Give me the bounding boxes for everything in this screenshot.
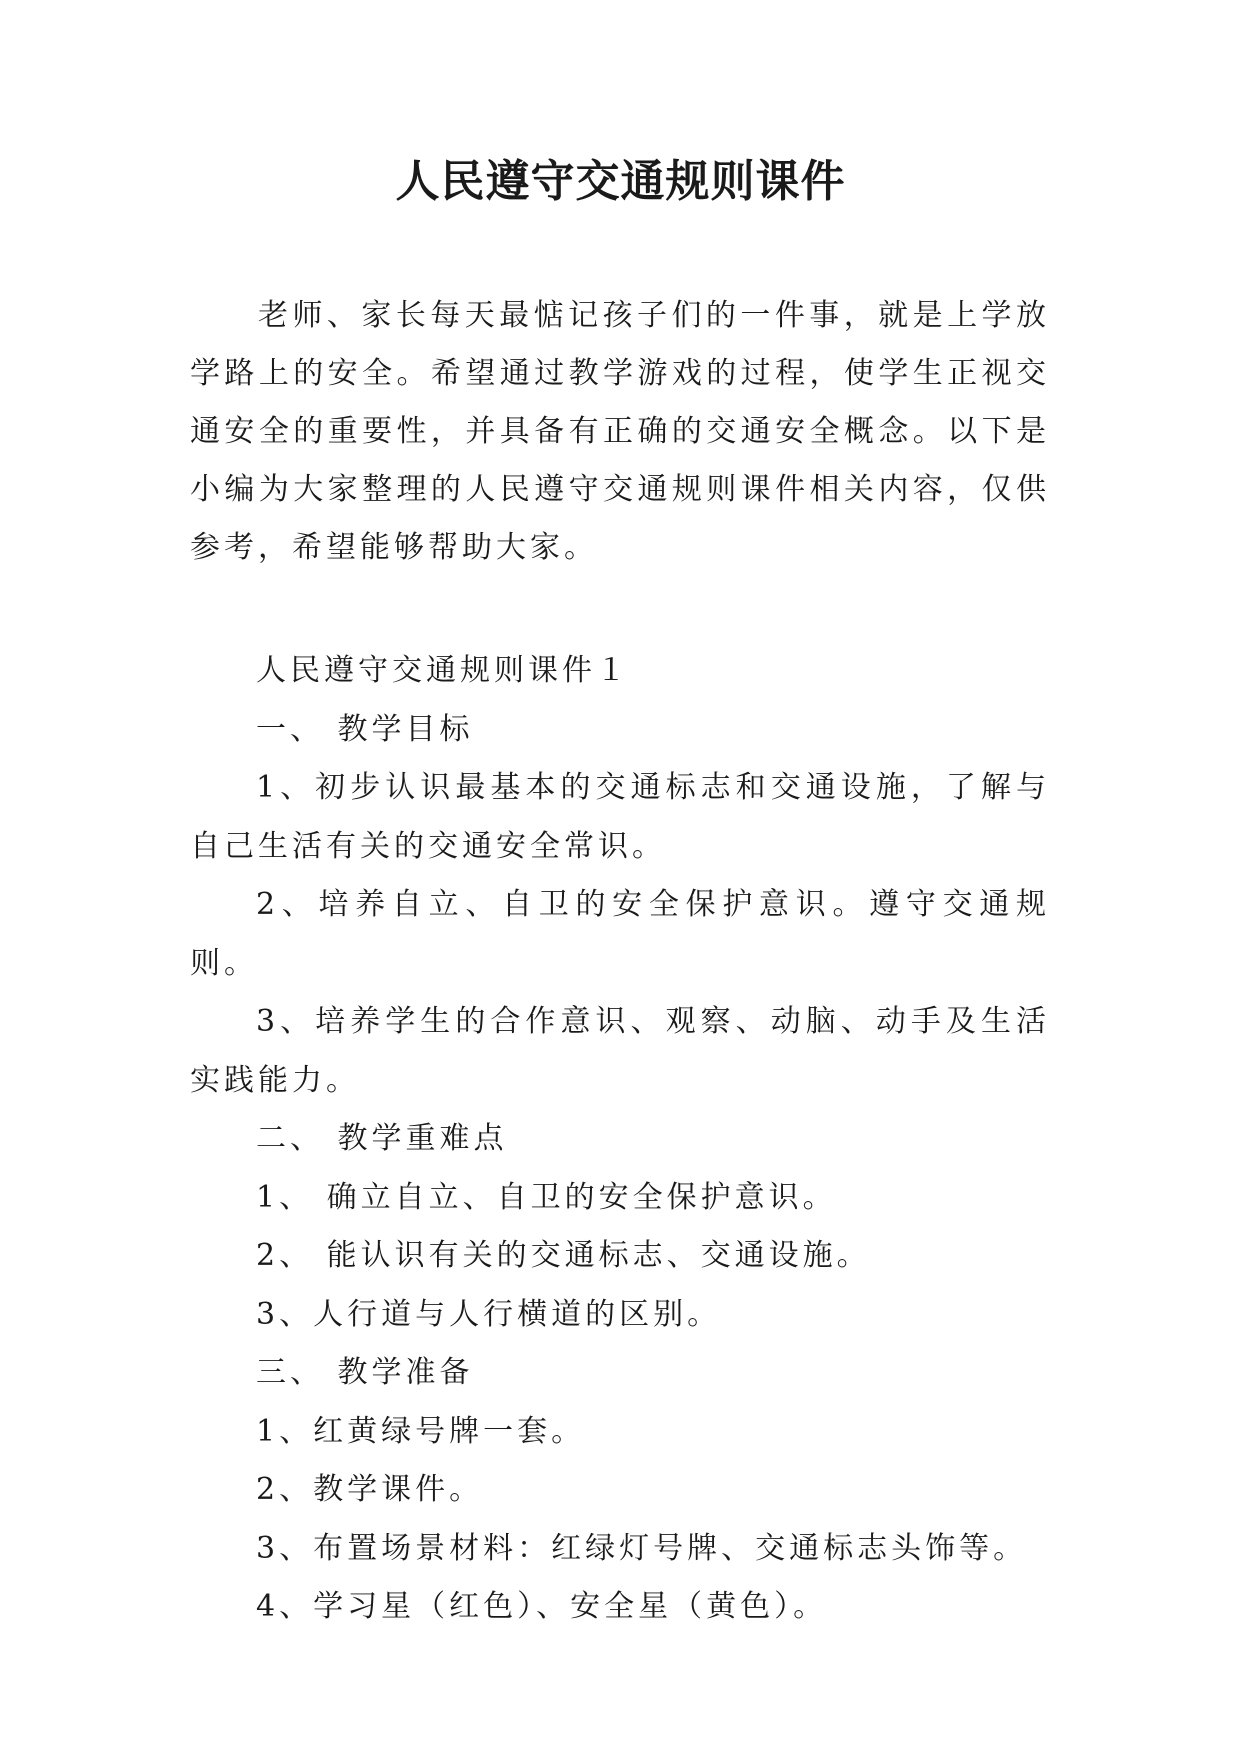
outline-item: 1、初步认识最基本的交通标志和交通设施，了解与自己生活有关的交通安全常识。: [190, 770, 1050, 864]
intro-paragraph: 老师、家长每天最惦记孩子们的一件事，就是上学放学路上的安全。希望通过教学游戏的过程，使学生正视交通安全的重要性，并具备有正确的交通安全概念。以下是小编为大家整理的人民遵守交通规则课件相关内容，仅供参考，希望能够帮助大家。: [190, 298, 1050, 565]
outline-item: 1、红黄绿号牌一套。: [256, 1413, 586, 1449]
outline-item: 2、培养自立、自卫的安全保护意识。遵守交通规则。: [190, 887, 1050, 981]
outline-heading: 一、 教学目标: [256, 711, 474, 747]
outline-heading: 三、 教学准备: [256, 1355, 474, 1390]
section-heading: 人民遵守交通规则课件１: [256, 653, 630, 688]
outline-item: 3、培养学生的合作意识、观察、动脑、动手及生活实践能力。: [190, 1004, 1050, 1098]
outline-item: 4、学习星（红色）、安全星（黄色）。: [256, 1589, 828, 1624]
outline-item: 3、布置场景材料：红绿灯号牌、交通标志头饰等。: [256, 1530, 1028, 1566]
document-title: 人民遵守交通规则课件: [395, 156, 846, 207]
outline-item: 2、教学课件。: [256, 1472, 484, 1507]
outline-heading: 二、 教学重难点: [256, 1121, 508, 1156]
lesson-outline: [190, 642, 1050, 1637]
outline-item: 3、人行道与人行横道的区别。: [256, 1296, 722, 1332]
outline-item: 2、 能认识有关的交通标志、交通设施。: [256, 1238, 871, 1273]
outline-item: 1、 确立自立、自卫的安全保护意识。: [256, 1179, 837, 1215]
